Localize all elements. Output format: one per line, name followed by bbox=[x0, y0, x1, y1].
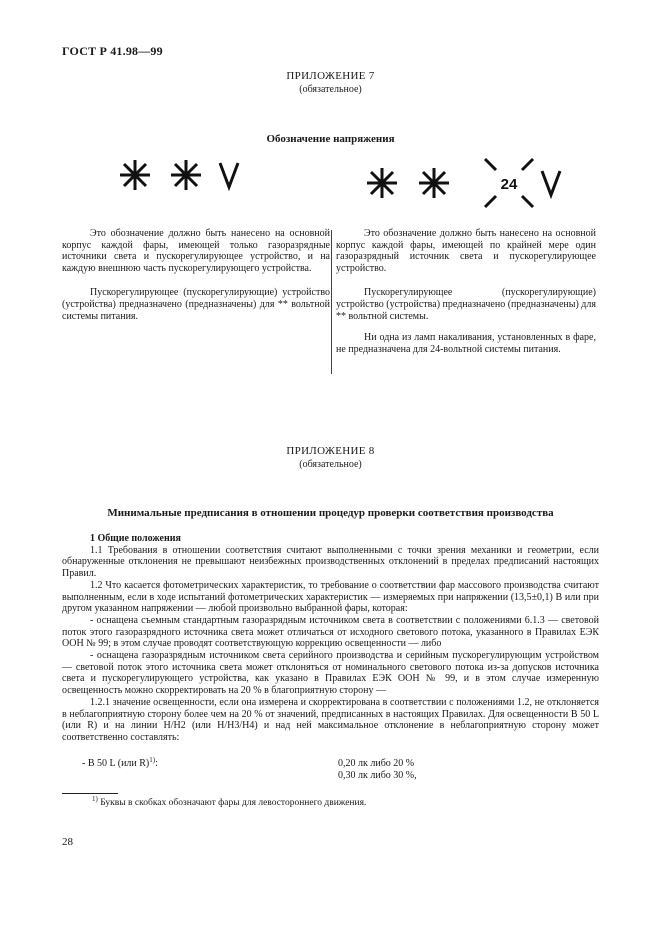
footnote-text: Буквы в скобках обозначают фары для левостороннего движения. bbox=[100, 798, 367, 808]
left-column bbox=[62, 228, 330, 322]
appendix-8-heading: Минимальные предписания в отношении процедур проверки соответствия производства bbox=[107, 507, 554, 519]
footnote-mark: 1) bbox=[92, 795, 98, 803]
value-label-text: - В 50 L (или R) bbox=[82, 758, 150, 769]
column-divider bbox=[331, 230, 332, 374]
asterisk-icon bbox=[120, 160, 150, 190]
value-label bbox=[82, 758, 158, 770]
clause-1-2-bullet-2: - оснащена газоразрядным источником света серийного производства и серийным пускорегулирующим устройством — световой поток этого источника света может отклоняться от номинального светового потока из-за допусков источника света и пускорегулирующего устройства, как указано в Правилах ЕЭК ООН № 99, и в этом случае измеренную освещенность можно скорректировать на 20 % в благоприятную сторону — bbox=[62, 650, 599, 697]
v-letter-icon bbox=[542, 171, 560, 195]
appendix-8-status: (обязательное) bbox=[299, 459, 362, 470]
right-column bbox=[336, 228, 596, 355]
voltage-label: 24 bbox=[500, 176, 518, 193]
value-label-suffix: : bbox=[155, 758, 158, 769]
left-col-paragraph-2: Пускорегулирующее (пускорегулирующие) устройство (устройства) предназначено (предназначены) для ** вольтной системы питания. bbox=[62, 287, 330, 322]
voltage-24-icon bbox=[485, 159, 533, 207]
value-1: 0,20 лк либо 20 % bbox=[338, 758, 415, 769]
asterisk-icon bbox=[171, 160, 201, 190]
clause-1-1: 1.1 Требования в отношении соответствия считают выполненными с точки зрения механики и геометрии, если обнаруженные отклонения не превышают неизбежных производственных отклонений в пределах предписаний настоящих Правил. bbox=[62, 544, 599, 580]
right-col-paragraph-3: Ни одна из ламп накаливания, установленных в фаре, не предназначена для 24-вольтной системы питания. bbox=[336, 332, 596, 355]
footnote bbox=[92, 795, 367, 808]
clause-1-2-bullet-1: - оснащена съемным стандартным газоразрядным источником света в соответствии с положениями 6.1.3 — световой поток этого газоразрядного источника света может отличаться от исходного светового потока, указанного в Правилах ЕЭК ООН № 99; в этом случае проводят соответствующую коррекцию освещенности — либо bbox=[62, 614, 599, 650]
appendix-8-body bbox=[62, 533, 599, 744]
right-symbol-group bbox=[355, 152, 575, 214]
asterisk-icon bbox=[419, 168, 449, 198]
v-letter-icon bbox=[220, 163, 238, 187]
right-col-paragraph-1: Это обозначение должно быть нанесено на основной корпус каждой фары, имеющей по крайней мере один газоразрядный источник света и пускорегулирующее устройство. bbox=[336, 228, 596, 274]
document-code: ГОСТ Р 41.98—99 bbox=[62, 44, 163, 58]
footnote-separator bbox=[62, 793, 118, 794]
right-col-paragraph-2: Пускорегулирующее (пускорегулирующие) устройство (устройства) предназначено (предназначены) для ** вольтной системы. bbox=[336, 287, 596, 322]
appendix-7-heading: Обозначение напряжения bbox=[266, 133, 395, 145]
clause-1-2-1: 1.2.1 значение освещенности, если она измерена и скорректирована в соответствии с положениями 1.2, не отклоняется в неблагоприятную сторону более чем на 20 % от значений, предписанных в настоящих Правилах. Для освещенности В 50 L (или R) и на линии H/H2 (или H/H3/H4) и над ней максимальное отклонение в неблагоприятную сторону может соответственно составлять: bbox=[62, 696, 599, 743]
left-symbol-group bbox=[110, 155, 250, 195]
left-col-paragraph-1: Это обозначение должно быть нанесено на основной корпус каждой фары, имеющей только газоразрядные источники света и пускорегулирующее устройство, и на каждую внешнюю часть пускорегулирующего устройства. bbox=[62, 228, 330, 274]
value-label-footnote-mark: 1) bbox=[149, 756, 156, 764]
section-1-heading: 1 Общие положения bbox=[90, 533, 181, 544]
appendix-8-title: ПРИЛОЖЕНИЕ 8 bbox=[286, 445, 375, 457]
page-number: 28 bbox=[62, 836, 73, 848]
appendix-7-status: (обязательное) bbox=[299, 84, 362, 95]
clause-1-2: 1.2 Что касается фотометрических характеристик, то требование о соответствии фар массового производства считают выполненным, если в ходе испытаний фотометрических характеристик — измеряемых при напряжении (13,5±0,1) В или при другом указанном напряжении — любой произвольно выбранной фары, которая: bbox=[62, 579, 599, 615]
value-2: 0,30 лк либо 30 %, bbox=[338, 770, 417, 781]
asterisk-icon bbox=[367, 168, 397, 198]
appendix-7-title: ПРИЛОЖЕНИЕ 7 bbox=[286, 70, 375, 82]
